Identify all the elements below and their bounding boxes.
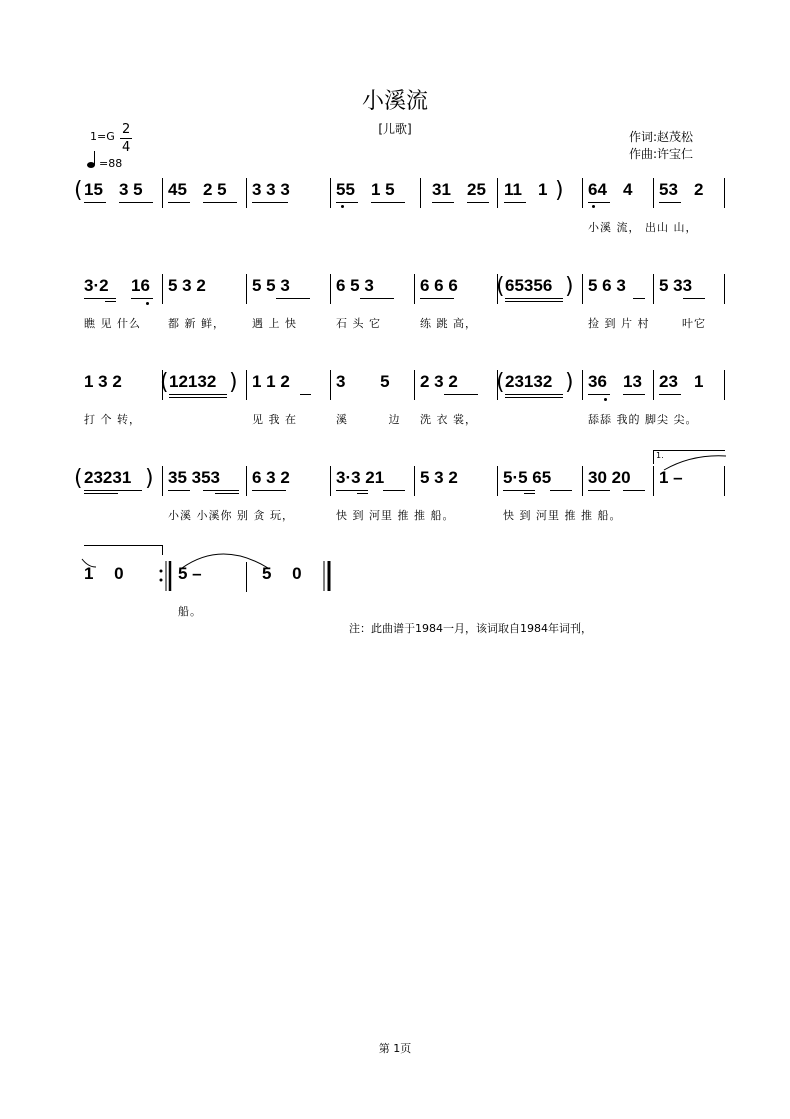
paren-open: (: [74, 178, 83, 203]
note-group: 36: [588, 372, 607, 391]
underline: [659, 394, 681, 395]
lyrics-segment: 练 跳 高，: [420, 317, 477, 330]
lyrics-segment: 船。: [178, 605, 202, 618]
lyrics-segment: 快 到 河里 推 推 船。: [336, 509, 455, 522]
bar-line: [330, 178, 331, 208]
underline: [505, 394, 563, 395]
volta-bracket-top: [653, 450, 725, 451]
time-sig-bottom: 4: [122, 140, 131, 155]
lyrics-segment: 舔舔 我的 脚尖 尖。: [588, 413, 698, 426]
underline: [84, 298, 116, 299]
note-group: 35 353: [168, 468, 220, 487]
paren-open: (: [496, 274, 505, 299]
note-group: 11: [504, 180, 522, 199]
lyrics-segment: 打 个 转，: [84, 413, 141, 426]
quarter-note-icon: [86, 150, 98, 174]
underline: [169, 394, 227, 395]
bar-line: [724, 178, 725, 208]
underline: [336, 490, 368, 491]
volta-bracket-left: [653, 450, 654, 464]
lyrics-segment: 石 头 它: [336, 317, 381, 330]
note-group: 3 5: [119, 180, 143, 199]
note-group: 15: [84, 180, 103, 199]
bar-line: [414, 370, 415, 400]
note-group: 2 5: [203, 180, 227, 199]
underline: [623, 490, 645, 491]
note-group: 1 5: [371, 180, 395, 199]
note-group: 23132: [505, 372, 553, 391]
lyrics-line: 小溪 流， 出山 山，: [588, 221, 698, 234]
underline: [383, 490, 405, 491]
paren-close: ): [565, 274, 574, 299]
underline: [203, 490, 239, 491]
bar-line: [724, 466, 725, 496]
bar-line: [330, 370, 331, 400]
lyrics-segment: 洗 衣 裳，: [420, 413, 477, 426]
low-octave-dot: [341, 205, 344, 208]
underline: [683, 298, 705, 299]
note-group: 13: [623, 372, 642, 391]
bar-line: [246, 370, 247, 400]
lyrics-segment: 捡 到 片 村: [588, 317, 650, 330]
underline: [203, 202, 237, 203]
lyrics-segment: 都 新 鲜，: [168, 317, 225, 330]
note-group: 2 3 2: [420, 372, 458, 391]
note-group: 1: [538, 180, 548, 199]
bar-line: [653, 274, 654, 304]
underline: [633, 298, 645, 299]
note-group: 6 6 6: [420, 276, 458, 295]
note-group: 53: [659, 180, 678, 199]
low-octave-dot: [604, 398, 607, 401]
paren-close: ): [565, 370, 574, 395]
bar-line: [653, 466, 654, 496]
bar-line: [330, 274, 331, 304]
time-sig-top: 2: [122, 122, 131, 137]
note-group: 1 1 2: [252, 372, 290, 391]
note-group: 55: [336, 180, 355, 199]
bar-line: [420, 178, 421, 208]
paren-close: ): [229, 370, 238, 395]
note-group: 16: [131, 276, 150, 295]
note-group: 1 0: [84, 564, 124, 583]
underline: [84, 202, 106, 203]
bar-line: [162, 178, 163, 208]
paren-close: ): [555, 178, 564, 203]
score-title: 小溪流: [361, 89, 428, 114]
lyricist-credit: 作词:赵茂松: [629, 130, 694, 144]
note-group: 23231: [84, 468, 132, 487]
underline: [420, 298, 454, 299]
note-group: 65356: [505, 276, 553, 295]
underline: [131, 298, 153, 299]
genre-label: [儿歌]: [378, 122, 412, 136]
underline: [371, 202, 405, 203]
underline: [276, 298, 310, 299]
lyrics-segment: 溪 边: [336, 413, 401, 426]
underline: [168, 202, 190, 203]
bar-line: [582, 370, 583, 400]
note-group: 5 –: [178, 564, 202, 583]
bar-line: [582, 178, 583, 208]
underline: [524, 493, 535, 494]
bar-line: [724, 370, 725, 400]
note-group: 64: [588, 180, 607, 199]
note-group: 6 3 2: [252, 468, 290, 487]
underline: [444, 394, 478, 395]
bar-line: [246, 274, 247, 304]
underline: [252, 202, 288, 203]
note-group: 12132: [169, 372, 217, 391]
note-group: 5 3 2: [420, 468, 458, 487]
paren-open: (: [74, 466, 83, 491]
note-group: 1 3 2: [84, 372, 122, 391]
paren-open: (: [160, 370, 169, 395]
underline: [588, 490, 610, 491]
volta-number: 1.: [656, 451, 664, 460]
tempo-marking: =88: [99, 157, 123, 170]
lyrics-segment: 叶它: [682, 317, 706, 330]
note-group: 2: [694, 180, 704, 199]
underline: [505, 397, 563, 398]
note-group: 6 5 3: [336, 276, 374, 295]
repeat-end-barline: [158, 560, 174, 596]
note-group: 3·2: [84, 276, 109, 295]
note-group: 1 –: [659, 468, 683, 487]
underline: [623, 394, 645, 395]
lyrics-segment: 小溪 小溪你 别 贪 玩，: [168, 509, 294, 522]
note-group: 1: [694, 372, 704, 391]
bar-line: [246, 178, 247, 208]
underline: [336, 202, 358, 203]
underline: [119, 202, 153, 203]
underline: [357, 493, 368, 494]
note-group: 31: [432, 180, 451, 199]
underline: [505, 298, 563, 299]
note-group: 45: [168, 180, 187, 199]
bar-line: [497, 466, 498, 496]
underline: [215, 493, 239, 494]
time-sig-line: [120, 138, 132, 139]
composer-credit: 作曲:许宝仁: [629, 147, 694, 161]
underline: [505, 301, 563, 302]
key-signature: 1=G: [90, 130, 115, 143]
note-group: 3 5: [336, 372, 390, 391]
bar-line: [330, 466, 331, 496]
low-octave-dot: [146, 302, 149, 305]
lyrics-segment: 遇 上 快: [252, 317, 297, 330]
note-group: 5 3 2: [168, 276, 206, 295]
low-octave-dot: [592, 205, 595, 208]
underline: [84, 493, 118, 494]
bar-line: [497, 178, 498, 208]
paren-close: ): [145, 466, 154, 491]
underline: [503, 490, 535, 491]
bar-line: [162, 466, 163, 496]
bar-line: [246, 466, 247, 496]
volta-bracket-top: [84, 545, 162, 546]
note-group: 3 3 3: [252, 180, 290, 199]
note-group: 30 20: [588, 468, 631, 487]
bar-line: [414, 466, 415, 496]
final-barline: [322, 560, 334, 596]
underline: [467, 202, 489, 203]
note-group: 25: [467, 180, 486, 199]
lyrics-segment: 快 到 河里 推 推 船。: [503, 509, 622, 522]
paren-open: (: [496, 370, 505, 395]
note-group: 5 33: [659, 276, 693, 295]
underline: [588, 202, 610, 203]
underline: [360, 298, 394, 299]
note-group: 5 0: [262, 564, 302, 583]
underline: [252, 490, 286, 491]
note-group: 4: [623, 180, 633, 199]
note-group: 5 5 3: [252, 276, 290, 295]
note-group: 3·3 21: [336, 468, 385, 487]
bar-line: [653, 178, 654, 208]
underline: [84, 490, 142, 491]
page-number: 第 1页: [378, 1042, 412, 1055]
underline: [504, 202, 526, 203]
bar-line: [246, 562, 247, 592]
underline: [588, 394, 610, 395]
underline: [169, 397, 227, 398]
bar-line: [582, 274, 583, 304]
bar-line: [653, 370, 654, 400]
bar-line: [582, 466, 583, 496]
underline: [659, 202, 681, 203]
underline: [432, 202, 454, 203]
bar-line: [414, 274, 415, 304]
footnote: 注：此曲谱于1984一月，该词取自1984年词刊，: [349, 622, 592, 635]
underline: [168, 490, 190, 491]
underline: [550, 490, 572, 491]
note-group: 23: [659, 372, 678, 391]
note-group: 5·5 65: [503, 468, 552, 487]
lyrics-segment: 瞧 见 什么: [84, 317, 141, 330]
bar-line: [724, 274, 725, 304]
underline: [300, 394, 311, 395]
note-group: 5 6 3: [588, 276, 626, 295]
bar-line: [162, 274, 163, 304]
underline: [105, 301, 116, 302]
lyrics-segment: 见 我 在: [252, 413, 297, 426]
volta-bracket-right: [162, 545, 163, 555]
